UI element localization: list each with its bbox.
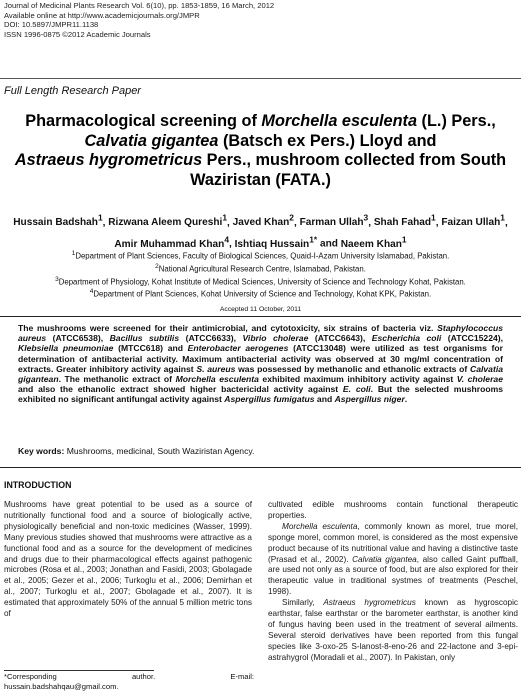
title-part: Pharmacological screening of bbox=[25, 112, 262, 130]
author: Farman Ullah$^3$ bbox=[299, 213, 369, 229]
author: Javed Khan$^2$ bbox=[232, 213, 294, 229]
paragraph: Similarly, Astraeus hygrometricus known as hygroscopic earthstar, false earthstar or the barometer earthstar, is another kind of fungus having been used in the treatment of several ailments. Several steroid derivatives have been reported from this fungal species like 3-oxo-25 S-lanost-8-eno-26 and 22-lactone and 3-epi-astrahygrol (Moradali et al., 2007). In Pakistan, only bbox=[268, 598, 519, 662]
affiliation: $^2$National Agricultural Research Centre, Islamabad, Pakistan. bbox=[155, 262, 366, 274]
journal-url: Available online at http://www.academicjournals.org/JMPR bbox=[4, 10, 200, 20]
issn: ISSN 1996-0875 ©2012 Academic Journals bbox=[4, 30, 151, 40]
author: Ishtiaq Hussain$^{1*}$ bbox=[234, 234, 318, 250]
paragraph: Mushrooms have great potential to be used as a source of nutritionally functional food and a source of biologically active, physiologically beneficial and non-toxic medicines (Wasser, 1999). Many previous studies showed that mushrooms were attractive as a functional food and as a source for the development of medicines and drugs due to their pharmacological effects against pathogenic microbes (Rosa et al., 2003; Jonathan and Fasidi, 2003; Gbolagade et al., 2005; Gezer et al., 2006; Turkoglu et al., 2006; Demirhan et al., 2007; Turkoglu et al., 2007; Gbolagade et al., 2007). It is estimated that approximately 50% of the annual 5 million metric tons of bbox=[4, 500, 252, 619]
author-list: Hussain Badshah$^1$, Rizwana Aleem Qureshi$^1$, Javed Khan$^2$, Farman Ullah$^3$, Shah Fahad$^1$, Faizan Ullah$^1$, Amir Muhammad Khan$^4$, Ishtiaq Hussain$^{1*}$ and Naeem Khan$^1$ bbox=[13, 213, 508, 250]
paper-type: Full Length Research Paper bbox=[4, 85, 141, 97]
affiliations bbox=[0, 249, 521, 300]
footnote bbox=[4, 672, 254, 691]
affiliation: $^3$Department of Physiology, Kohat Institute of Medical Sciences, University of Science and Technology Kohat, Pakistan. bbox=[55, 275, 466, 287]
footnote-email: hussain.badshahqau@gmail.com. bbox=[4, 681, 119, 691]
keywords-text: Mushrooms, medicinal, South Waziristan Agency. bbox=[64, 446, 255, 456]
footnote-email-label: E-mail: bbox=[230, 672, 254, 681]
body-column-left bbox=[4, 500, 252, 620]
title-part: (Batsch ex Pers.) Lloyd and bbox=[218, 131, 437, 150]
abstract: The mushrooms were screened for their antimicrobial, and cytotoxicity, six strains of bacteria viz. Staphylococcus aureus (ATCC6538), Bacillus subtilis (ATCC6633), Vibrio cholerae (ATCC6643), Escherichia coli (ATCC15224), Klebsiella pneumoniae (MTCC618) and Enterobacter aerogenes (ATCC13048) were utilized as test organisms for determination of antibacterial activity. Maximum antibacterial activity was observed at 30 mg/ml concentration of extracts. Greater inhibitory activity against S. aureus was possessed by methanolic and ethanolic extracts of Calvatia gigantean. The methanolic extract of Morchella esculenta exhibited maximum inhibitory activity against V. cholerae and also the ethanolic extract showed higher bactericidal activity against E. coli. But the selected mushrooms exhibited no significant antifungal activity against Aspergillus fumigatus and Aspergillus niger. bbox=[18, 323, 504, 405]
affiliation: $^1$Department of Plant Sciences, Faculty of Biological Sciences, Quaid-I-Azam University Islamabad, Pakistan. bbox=[71, 250, 450, 261]
affiliation: $^4$Department of Plant Sciences, Kohat University of Science and Technology, Kohat KPK, Pakistan. bbox=[89, 288, 432, 299]
body-column-right bbox=[268, 500, 518, 664]
author: Faizan Ullah$^1$ bbox=[441, 213, 505, 229]
paragraph: Morchella esculenta, commonly known as morel, true morel, sponge morel, common morel, is considered as the most expensive product because of its nutritional value and having a distinctive taste (Prasad et al., 2002). Calvatia gigantea, also called Gaint puffball, are used not only as a source of food, but are also explored for their therapeutic value in traditional systmes of treatments (Peschel, 1998). bbox=[268, 521, 518, 597]
accepted-date: Accepted 11 October, 2011 bbox=[219, 306, 302, 313]
abstract-top-rule bbox=[0, 316, 521, 317]
author: Shah Fahad$^1$ bbox=[373, 213, 436, 229]
doi: DOI: 10.5897/JMPR11.1138 bbox=[4, 20, 99, 30]
title-part: Pers., mushroom collected from South Waziristan (FATA.) bbox=[190, 151, 507, 189]
title-part: (L.) Pers., bbox=[417, 112, 496, 130]
journal-header bbox=[4, 1, 274, 40]
footnote-author: author. bbox=[131, 672, 156, 681]
journal-citation: Journal of Medicinal Plants Research Vol. 6(10), pp. 1853-1859, 16 March, 2012 bbox=[4, 1, 275, 10]
title-species: Morchella esculenta bbox=[261, 112, 418, 130]
header-divider bbox=[0, 78, 521, 79]
author: Naeem Khan$^1$ bbox=[340, 234, 407, 250]
title-species: Calvatia gigantea bbox=[84, 131, 219, 150]
paper-title bbox=[0, 112, 521, 190]
abstract-bottom-rule bbox=[0, 467, 521, 468]
author: Amir Muhammad Khan$^4$ bbox=[114, 234, 230, 250]
author: Rizwana Aleem Qureshi$^1$ bbox=[108, 213, 227, 229]
footnote-rule bbox=[4, 670, 154, 671]
paragraph: cultivated edible mushrooms contain functional therapeutic properties. bbox=[268, 500, 518, 520]
author: Hussain Badshah$^1$ bbox=[13, 213, 103, 229]
keywords bbox=[18, 446, 254, 456]
section-heading: INTRODUCTION bbox=[4, 480, 72, 490]
title-species: Astraeus hygrometricus bbox=[14, 151, 203, 170]
footnote-line bbox=[4, 672, 254, 682]
keywords-label: Key words: bbox=[18, 446, 65, 456]
footnote-label: *Corresponding bbox=[4, 672, 57, 681]
